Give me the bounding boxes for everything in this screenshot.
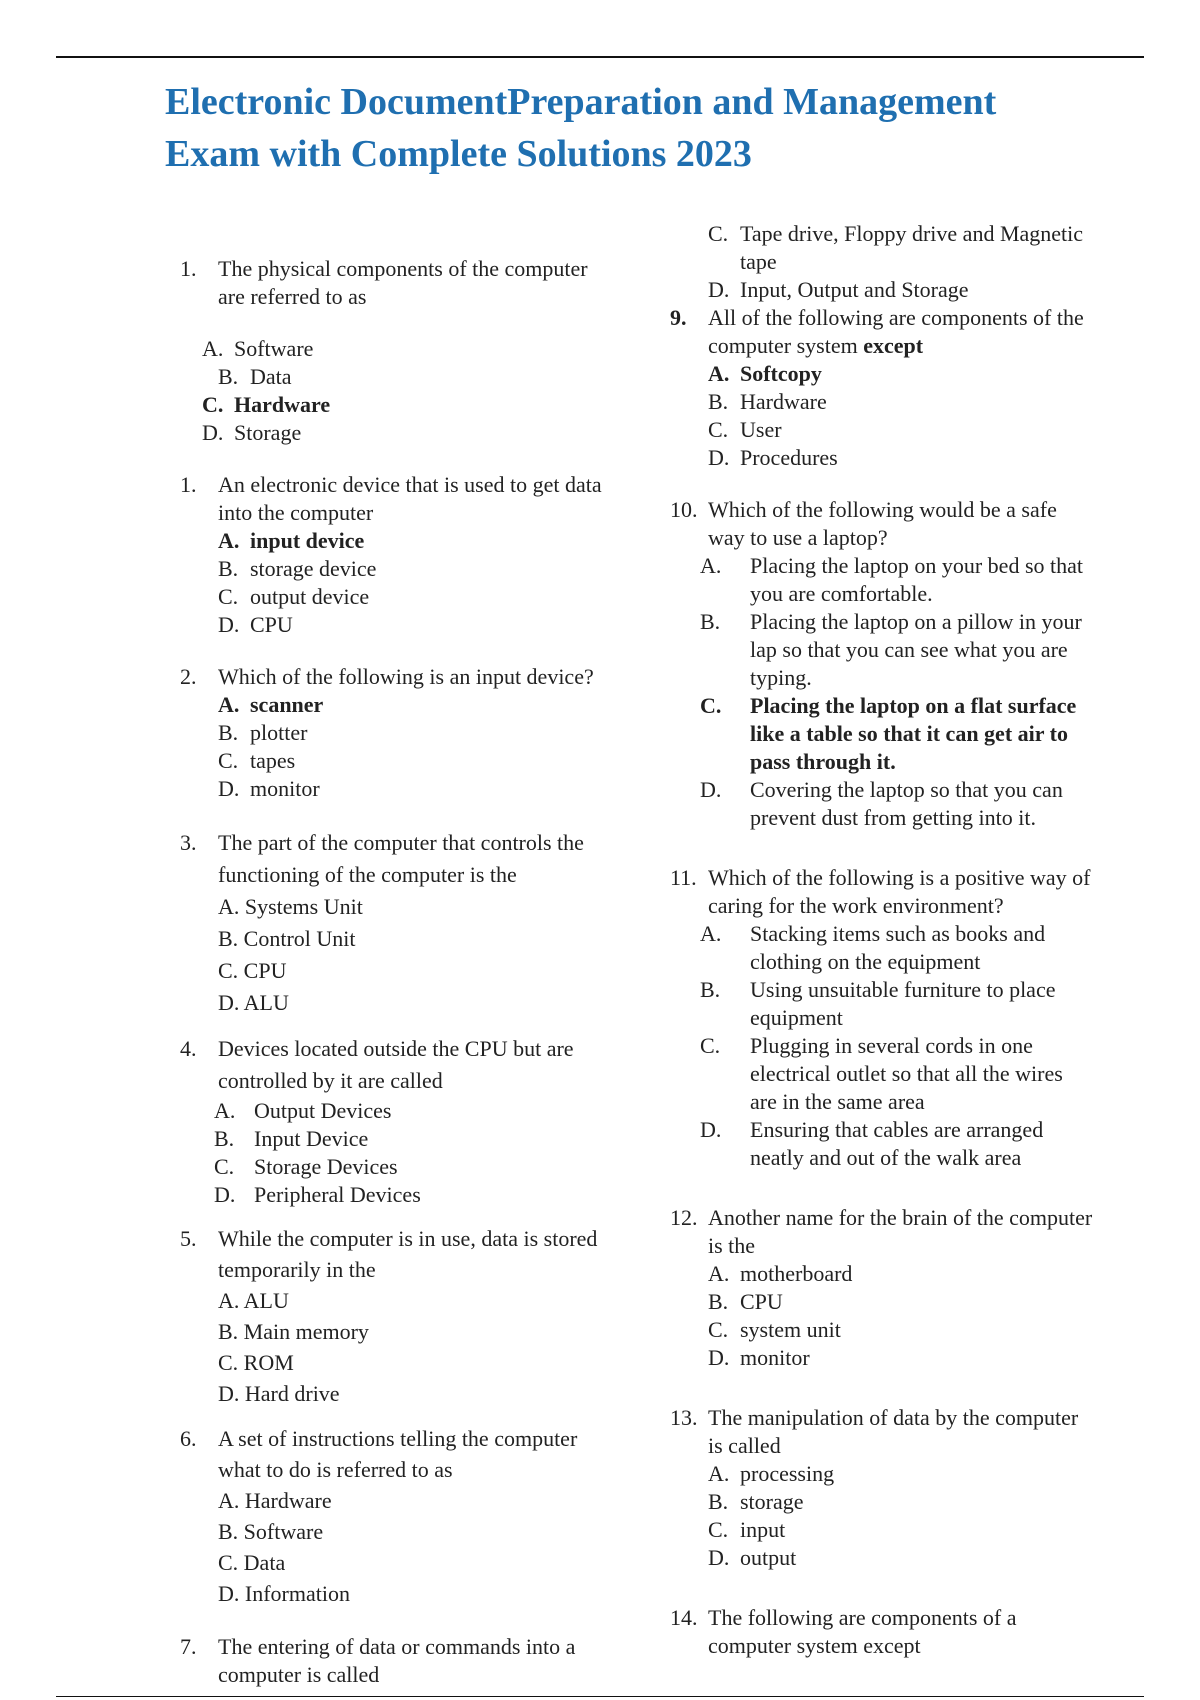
option-d: D. output xyxy=(708,1545,797,1570)
option-d: D. Procedures xyxy=(708,445,838,470)
option-a: A. Stacking items such as books and clothing on the equipment xyxy=(700,921,1046,974)
question-stem: Which of the following is a positive way of caring for the work environment? xyxy=(708,865,1091,918)
option-c: C. Tape drive, Floppy drive and Magnetic tape xyxy=(708,221,1084,274)
option-a: A. Placing the laptop on your bed so that you are comfortable. xyxy=(700,553,1083,606)
option-b: B. Control Unit xyxy=(218,926,356,951)
option-b: B. Software xyxy=(218,1519,324,1544)
option-a: A. motherboard xyxy=(708,1261,853,1286)
question-control-part xyxy=(180,827,610,1019)
question-stem: While the computer is in use, data is stored temporarily in the xyxy=(218,1226,598,1282)
option-d: D. Information xyxy=(218,1581,350,1606)
option-a: A. Systems Unit xyxy=(218,894,363,919)
option-a-answer: A. input device xyxy=(218,528,365,553)
question-input-device-def xyxy=(180,471,610,639)
footer-rule xyxy=(56,1696,1144,1697)
question-physical-components xyxy=(180,255,610,311)
question-number: 6. xyxy=(180,1426,197,1451)
question-number: 5. xyxy=(180,1226,197,1251)
question-instructions xyxy=(180,1423,610,1609)
option-d: D. ALU xyxy=(218,990,289,1015)
question-number: 14. xyxy=(670,1605,698,1630)
question-peripheral xyxy=(180,1033,610,1097)
question-stem: Devices located outside the CPU but are controlled by it are called xyxy=(218,1036,574,1093)
question-number: 1. xyxy=(180,472,197,497)
question-manipulation-of-data xyxy=(670,1404,1095,1572)
option-d: D. Hard drive xyxy=(218,1381,340,1406)
option-d: D. Ensuring that cables are arranged neatly and out of the walk area xyxy=(700,1117,1044,1170)
question-number: 9. xyxy=(670,305,687,330)
question-number: 13. xyxy=(670,1405,698,1430)
question-stem: A set of instructions telling the computer what to do is referred to as xyxy=(218,1426,578,1482)
option-c: C. Plugging in several cords in one electrical outlet so that all the wires are in the same area xyxy=(700,1033,1063,1114)
option-d: D. monitor xyxy=(708,1345,810,1370)
option-a-answer: A. Softcopy xyxy=(708,361,822,386)
option-d: D. Input, Output and Storage xyxy=(708,277,969,302)
option-d: D. Storage xyxy=(202,420,302,445)
left-column xyxy=(180,255,610,1689)
option-c: C. Data xyxy=(218,1550,286,1575)
question-number: 7. xyxy=(180,1634,197,1659)
option-b: B. Placing the laptop on a pillow in your lap so that you can see what you are typing. xyxy=(700,609,1082,690)
question-components-of-system xyxy=(670,1604,1095,1660)
question-number: 2. xyxy=(180,664,197,689)
title-line-2: Exam with Complete Solutions 2023 xyxy=(165,133,752,175)
question-stem: The part of the computer that controls the functioning of the computer is the xyxy=(218,830,584,887)
option-list xyxy=(214,1097,610,1209)
question-input-device xyxy=(180,663,610,803)
option-c: C. system unit xyxy=(708,1317,841,1342)
option-a: A. Software xyxy=(202,336,314,361)
option-b: B. storage xyxy=(708,1489,804,1514)
option-b: B. Data xyxy=(218,364,292,389)
option-c: C. output device xyxy=(218,584,370,609)
option-d: D. Peripheral Devices xyxy=(214,1182,421,1207)
option-c: C. User xyxy=(708,417,782,442)
option-list xyxy=(700,920,1095,1172)
option-c-answer: C. Hardware xyxy=(202,392,331,417)
option-b: B. Main memory xyxy=(218,1319,369,1344)
question-stem: Another name for the brain of the computer is the xyxy=(708,1205,1093,1258)
question-stem: Which of the following would be a safe way to use a laptop? xyxy=(708,497,1057,550)
question-stem: The physical components of the computer are referred to as xyxy=(218,256,588,309)
question-data-entry xyxy=(180,1633,610,1689)
header-rule xyxy=(56,56,1144,58)
option-list xyxy=(202,335,610,447)
option-c: C. ROM xyxy=(218,1350,294,1375)
option-a: A. processing xyxy=(708,1461,835,1486)
option-a-answer: A. scanner xyxy=(218,692,324,717)
question-number: 4. xyxy=(180,1036,197,1061)
option-a: A. Output Devices xyxy=(214,1098,392,1123)
option-b: B. CPU xyxy=(708,1289,783,1314)
question-stem: Which of the following is an input device? xyxy=(218,664,594,689)
question-stem: All of the following are components of the computer system except xyxy=(708,305,1084,358)
option-list xyxy=(700,552,1095,832)
question-brain-of-computer xyxy=(670,1204,1095,1372)
option-b: B. Input Device xyxy=(214,1126,369,1151)
option-b: B. Using unsuitable furniture to place equipment xyxy=(700,977,1056,1030)
option-c: C. input xyxy=(708,1517,786,1542)
question-stem: The manipulation of data by the computer is called xyxy=(708,1405,1079,1458)
option-a: A. ALU xyxy=(218,1288,289,1313)
option-b: B. plotter xyxy=(218,720,308,745)
question-components-except xyxy=(670,304,1095,472)
question-work-environment xyxy=(670,864,1095,920)
question-continued-options xyxy=(708,220,1095,304)
question-temporary-storage xyxy=(180,1223,610,1409)
page-title xyxy=(165,76,1125,180)
question-number: 11. xyxy=(670,865,697,890)
option-c: C. CPU xyxy=(218,958,287,983)
option-b: B. storage device xyxy=(218,556,377,581)
question-number: 10. xyxy=(670,497,698,522)
title-line-1: Electronic DocumentPreparation and Management xyxy=(165,81,997,123)
option-d: D. monitor xyxy=(218,776,320,801)
option-d: D. CPU xyxy=(218,612,293,637)
option-b: B. Hardware xyxy=(708,389,827,414)
question-number: 12. xyxy=(670,1205,698,1230)
question-number: 3. xyxy=(180,830,197,855)
right-column xyxy=(670,220,1095,1660)
option-c-answer: C. Placing the laptop on a flat surface like a table so that it can get air to pass through it. xyxy=(700,693,1077,774)
option-d: D. Covering the laptop so that you can prevent dust from getting into it. xyxy=(700,777,1063,830)
option-c: C. tapes xyxy=(218,748,296,773)
question-safe-laptop xyxy=(670,496,1095,552)
option-c: C. Storage Devices xyxy=(214,1154,398,1179)
question-stem: An electronic device that is used to get data into the computer xyxy=(218,472,602,525)
option-a: A. Hardware xyxy=(218,1488,332,1513)
question-stem: The entering of data or commands into a computer is called xyxy=(218,1634,576,1687)
question-number: 1. xyxy=(180,256,197,281)
question-stem: The following are components of a computer system except xyxy=(708,1605,1017,1658)
